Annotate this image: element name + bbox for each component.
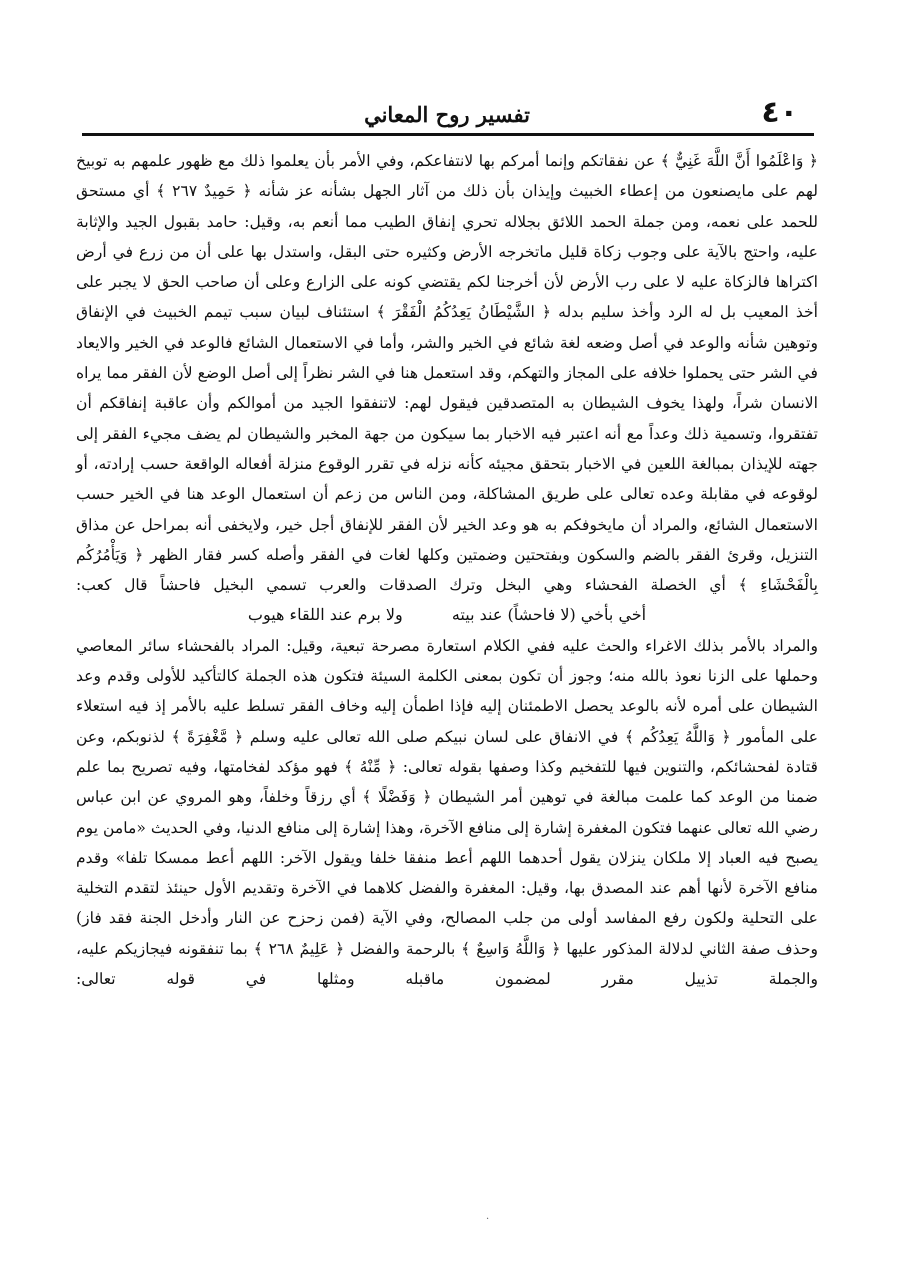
page-header	[82, 96, 812, 136]
print-speck: ·	[486, 1214, 490, 1225]
verse-hemistich: أخي بأخي (لا فاحشاً) عند بيته	[451, 605, 647, 625]
verse-hemistich: ولا برم عند اللقاء هيوب	[247, 605, 403, 625]
poetry-verse	[76, 600, 818, 630]
page-number: ٤٠	[761, 95, 798, 130]
running-title: تفسير روح المعاني	[364, 102, 530, 127]
header-rule	[82, 133, 814, 136]
paragraph: والمراد بالأمر بذلك الاغراء والحث عليه ففي الكلام استعارة مصرحة تبعية، وقيل: المراد بالفحشاء سائر المعاصي وحملها على الزنا نعوذ بالله منه؛ وجوز أن تكون بمعنى الكلمة السيئة فتكون هذه الجملة كالتأكيد للأولى وقدم وعد الشيطان على أمره لأنه بالوعد يحصل الاطمئنان إليه فإذا اطمأن إليه وخاف الفقر تسلط عليه بالأمر إذ فيه استعلاء على المأمور ﴿ وَاللَّهُ يَعِدُكُم ﴾ في الانفاق على لسان نبيكم صلى الله تعالى عليه وسلم ﴿ مَّغْفِرَةً ﴾ لذنوبكم، وعن قتادة لفحشائكم، والتنوين فيها للتفخيم وكذا وصفها بقوله تعالى: ﴿ مِّنْهُ ﴾ فهو مؤكد لفخامتها، وفيه تصريح بما علم ضمنا من الوعد كما علمت مبالغة في توهين أمر الشيطان ﴿ وَفَضْلًا ﴾ أي رزقاً وخلفاً، وهو المروي عن ابن عباس رضي الله تعالى عنهما فتكون المغفرة إشارة إلى منافع الآخرة، وهذا إشارة إلى منافع الدنيا، وفي الحديث «مامن يوم يصبح فيه العباد إلا ملكان ينزلان يقول أحدهما اللهم أعط منفقا خلفا ويقول الآخر: اللهم أعط ممسكا تلفا» وقدم منافع الآخرة لأنها أهم عند المصدق بها، وقيل: المغفرة والفضل كلاهما في الآخرة وتقديم الأول حينئذ لتقدم التخلية على التحلية ولكون رفع المفاسد أولى من جلب المصالح، وفي الآية (فمن زحزح عن النار وأدخل الجنة فقد فاز) وحذف صفة الثاني لدلالة المذكور عليها ﴿ وَاللَّهُ وَاسِعٌ ﴾ بالرحمة والفضل ﴿ عَلِيمٌ ٢٦٨ ﴾ بما تنفقونه فيجازيكم عليه، والجملة تذييل مقرر لمضمون ماقبله ومثلها في قوله تعالى:	[76, 636, 818, 989]
commentary-text	[76, 146, 818, 994]
paragraph: ﴿ وَاعْلَمُوا أَنَّ اللَّهَ غَنِيٌّ ﴾ عن نفقاتكم وإنما أمركم بها لانتفاعكم، وفي الأمر بأن يعلموا ذلك مع ظهور علمهم به توبيخ لهم على مايصنعون من إعطاء الخبيث وإيذان بأن ذلك من آثار الجهل بشأنه عز شأنه ﴿ حَمِيدٌ ٢٦٧ ﴾ أي مستحق للحمد على نعمه، ومن جملة الحمد اللائق بجلاله تحري إنفاق الطيب مما أنعم به، وقيل: حامد بقبول الجيد والإثابة عليه، واحتج بالآية على وجوب زكاة قليل ماتخرجه الأرض وكثيره حتى البقل، واستدل بها على أن من زرع في أرض اكتراها فالزكاة عليه لا على رب الأرض لأن أخرجنا لكم يقتضي كونه على الزارع وعلى أن صاحب الحق لا يجبر على أخذ المعيب بل له الرد وأخذ سليم بدله ﴿ الشَّيْطَانُ يَعِدُكُمُ الْفَقْرَ ﴾ استئناف لبيان سبب تيمم الخبيث في الإنفاق وتوهين شأنه والوعد في أصل وضعه لغة شائع في الخير والشر، وأما في الاستعمال الشائع فالوعد في الخير والايعاد في الشر حتى يحملوا خلافه على المجاز والتهكم، وقد استعمل هنا في الشر نظراً إلى أصل الوضع لأن الفقر مما يراه الانسان شراً، ولهذا يخوف الشيطان به المتصدقين فيقول لهم: لاتنفقوا الجيد من أموالكم وأن عاقبة إنفاقكم أن تفتقروا، وتسمية ذلك وعداً مع أنه اعتبر فيه الاخبار بما سيكون من جهة المخبر والشيطان لم يضف مجيء الفقر إلى جهته للإيذان بمبالغة اللعين في الاخبار بتحقق مجيئه كأنه نزله في تقرر الوقوع منزلة أفعاله الواقعة حسب إرادته، أو لوقوعه في مقابلة وعده تعالى على طريق المشاكلة، ومن الناس من زعم أن استعمال الوعد هنا في الخير حسب الاستعمال الشائع، والمراد أن مايخوفكم به هو وعد الخير لأن الفقر للإنفاق أجل خير، ولايخفى أنه بمراحل عن مذاق التنزيل، وقرئ الفقر بالضم والسكون وبفتحتين وضمتين وكلها لغات في الفقر وأصله كسر فقار الظهر ﴿ وَيَأْمُرُكُم بِالْفَحْشَاءِ ﴾ أي الخصلة الفحشاء وهي البخل وترك الصدقات والعرب تسمي البخيل فاحشاً قال كعب:	[76, 152, 818, 595]
